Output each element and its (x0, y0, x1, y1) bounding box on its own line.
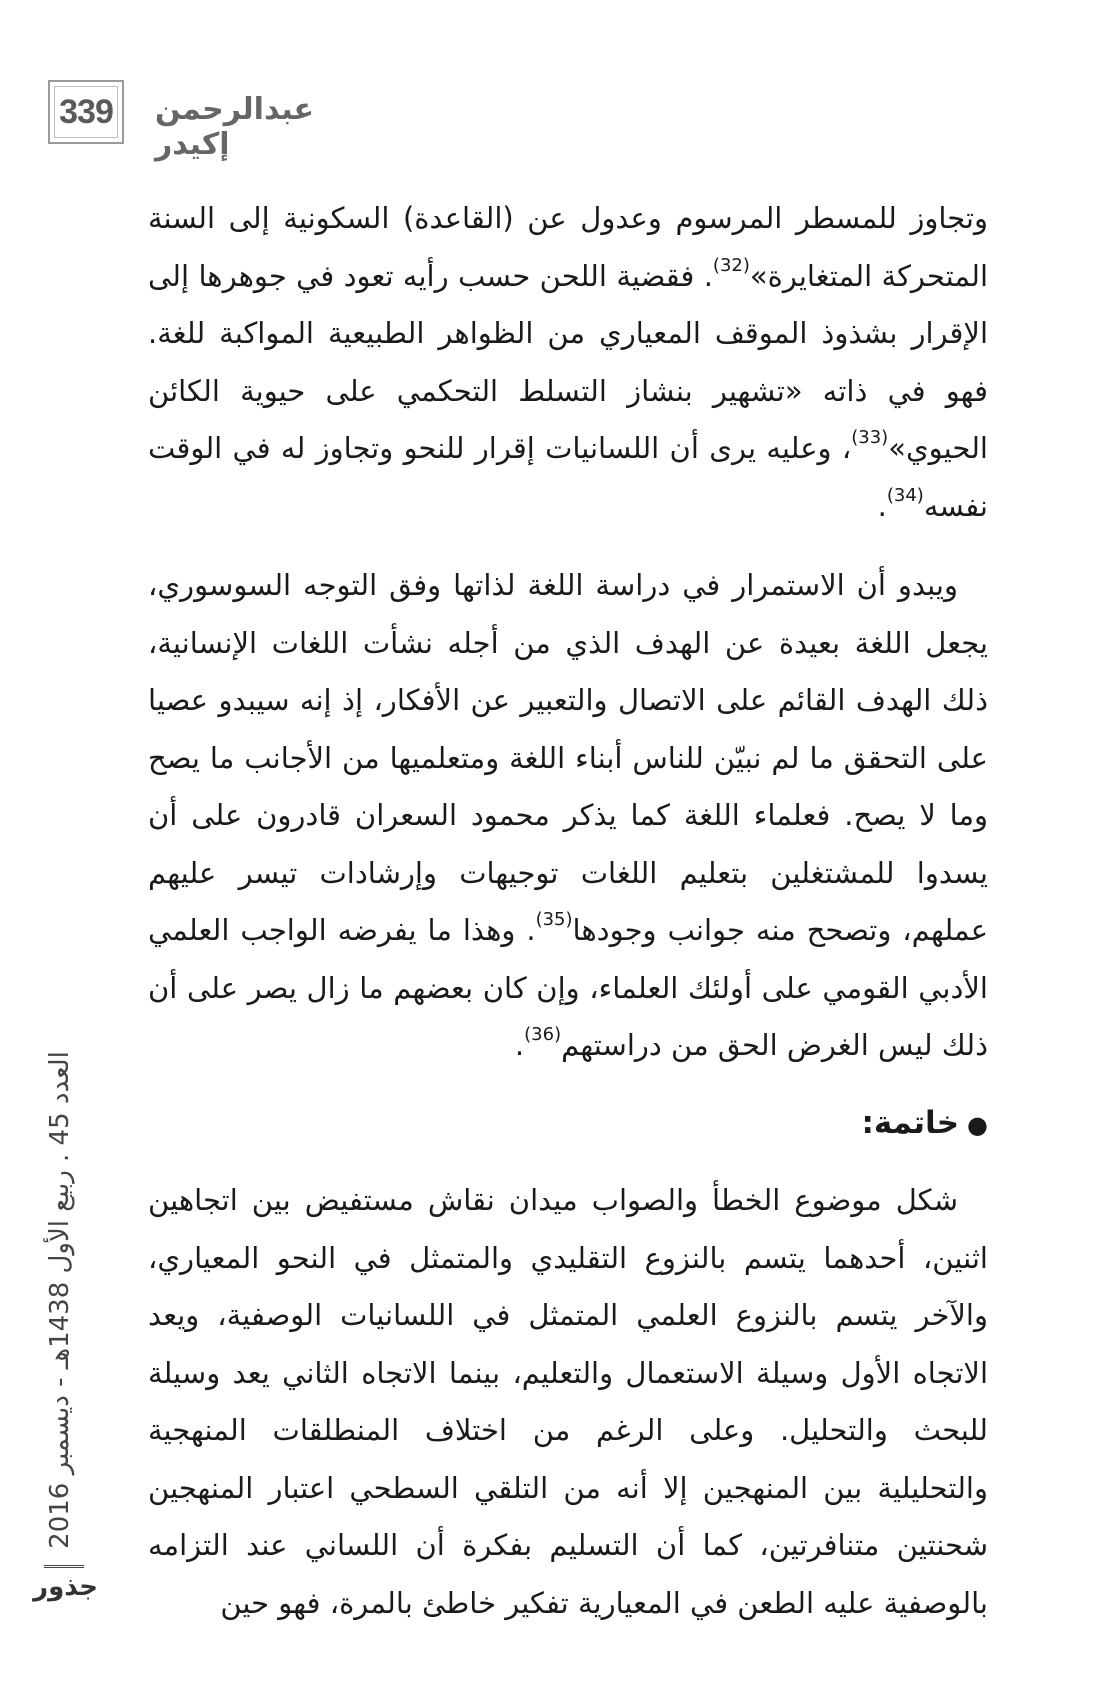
paragraph-2 (148, 557, 988, 1075)
bullet-icon: ● (967, 1110, 988, 1139)
journal-logo: جذور (33, 1572, 98, 1602)
article-body (148, 190, 988, 1632)
paragraph-text: . وهذا ما يفرضه الواجب العلمي الأدبي القومي على أولئك العلماء، وإن كان بعضهم ما زال يصر على أن ذلك ليس الغرض الحق من دراستهم (148, 913, 988, 1062)
divider (44, 1565, 84, 1568)
issue-label (30, 1050, 90, 1550)
paragraph-text: . (877, 488, 887, 523)
footnote-ref[interactable]: (34) (886, 484, 924, 506)
footnote-ref[interactable]: (35) (535, 909, 573, 931)
conclusion-paragraph: شكل موضوع الخطأ والصواب ميدان نقاش مستفيض بين اتجاهين اثنين، أحدهما يتسم بالنزوع التقليدي والمتمثل في النحو المعياري، والآخر يتسم بالنزوع العلمي المتمثل في اللسانيات الوصفية، ويعد الاتجاه الأول وسيلة الاستعمال والتعليم، بينما الاتجاه الثاني يعد وسيلة للبحث والتحليل. وعلى الرغم من اختلاف المنطلقات المنهجية والتحليلية بين المنهجين إلا أنه من التلقي السطحي اعتبار المنهجين شحنتين متنافرتين، كما أن التسليم بفكرة أن اللساني عند التزامه بالوصفية عليه الطعن في المعيارية تفكير خاطئ بالمرة، فهو حين (148, 1183, 988, 1620)
author-name: عبدالرحمن إكيدر (155, 92, 315, 162)
paragraph-text: . (514, 1028, 525, 1062)
paragraph-text: ، وعليه يرى أن اللسانيات إقرار للنحو وتجاوز له في الوقت نفسه (148, 431, 988, 523)
issue-text: العدد 45 . ربيع الأول 1438هـ - ديسمبر 2016 (45, 1051, 76, 1549)
footnote-ref[interactable]: (33) (851, 427, 889, 449)
paragraph-text: وتجاوز للمسطر المرسوم وعدول عن (القاعدة) السكونية إلى السنة المتحركة المتغايرة» (148, 201, 989, 293)
section-heading-text: خاتمة: (861, 1104, 960, 1141)
page-number: 339 (54, 86, 118, 138)
footnote-ref[interactable]: (32) (712, 254, 750, 276)
section-heading (148, 1095, 988, 1155)
footnote-ref[interactable]: (36) (524, 1024, 562, 1046)
paragraph-text: . فقضية اللحن حسب رأيه تعود في جوهرها إلى الإقرار بشذوذ الموقف المعياري من الظواهر الطبيعية المواكبة للغة. فهو في ذاته «تشهير بنشاز التسلط التحكمي على حيوية الكائن الحيوي» (148, 258, 988, 465)
page-number-box (48, 80, 124, 144)
paragraph-1 (148, 190, 988, 535)
paragraph-text: ويبدو أن الاستمرار في دراسة اللغة لذاتها وفق التوجه السوسوري، يجعل اللغة بعيدة عن الهدف الذي من أجله نشأت اللغات الإنسانية، ذلك الهدف القائم على الاتصال والتعبير عن الأفكار، إذ إنه سيبدو عصيا على التحقق ما لم نبيّن للناس أبناء اللغة ومتعلميها من الأجانب ما يصح وما لا يصح. فعلماء اللغة كما يذكر محمود السعران قادرون على أن يسدوا للمشتغلين بتعليم اللغات توجيهات وإرشادات تيسر عليهم عملهم، وتصحح منه جوانب وجودها (148, 568, 988, 947)
